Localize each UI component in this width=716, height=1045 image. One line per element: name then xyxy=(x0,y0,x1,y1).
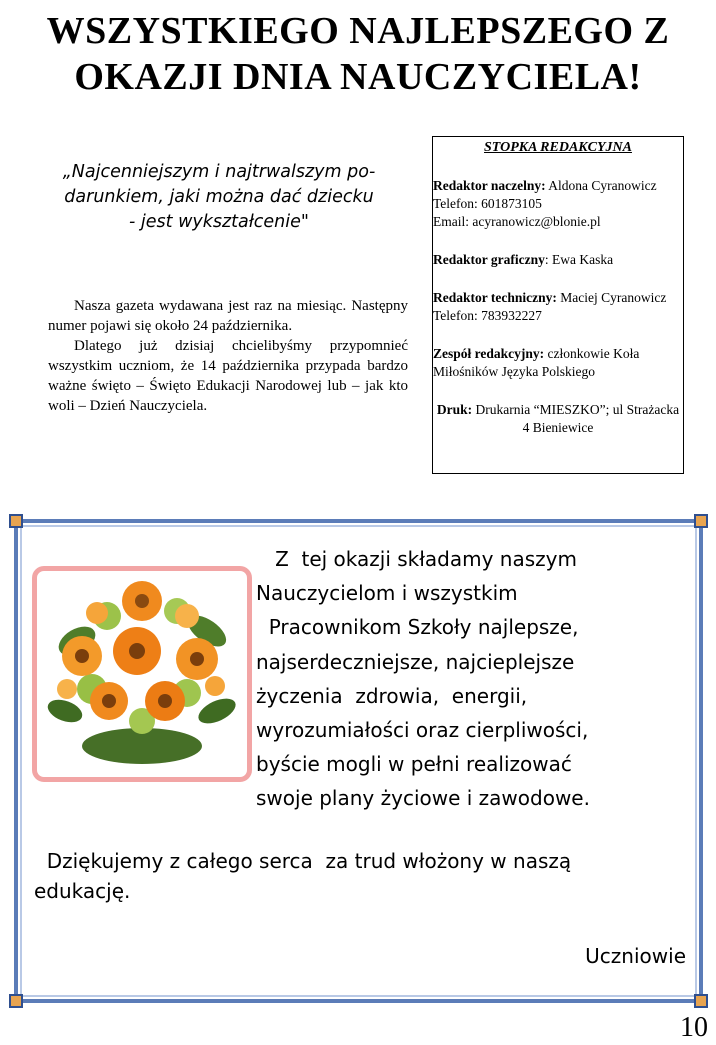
printing-label: Druk: xyxy=(436,402,473,417)
editor-email: Email: acyranowicz@blonie.pl xyxy=(433,214,601,229)
graphic-editor xyxy=(433,251,683,269)
wishes-line: wyrozumiałości oraz cierpliwości, xyxy=(256,718,589,743)
technical-editor-name: Maciej Cyranowicz xyxy=(556,290,667,305)
editorial-box xyxy=(432,136,684,474)
editor-in-chief-name: Aldona Cyranowicz xyxy=(545,178,657,193)
quote-line-1: „Najcenniejszym i najtrwalszym po- xyxy=(62,162,376,182)
article-paragraph-2: Dlatego już dzisiaj chcielibyśmy przypomnieć wszystkim uczniom, że 14 października przypada bardzo ważne święto – Święto Edukacji Narodowej lub – jak kto woli – Dzień Nauczyciela. xyxy=(48,338,408,414)
quote-line-2: darunkiem, jaki można dać dziecku xyxy=(64,187,374,207)
editorial-team-text: członkowie Koła Miłośników Języka Polskiego xyxy=(433,346,640,379)
wishes-line: Pracownikom Szkoły najlepsze, xyxy=(256,615,579,640)
technical-editor xyxy=(433,289,683,307)
editorial-title: STOPKA REDAKCYJNA xyxy=(484,140,632,155)
thanks-line-2: edukację. xyxy=(34,879,131,903)
wishes-text xyxy=(256,542,696,816)
technical-editor-block xyxy=(433,289,683,325)
printing-info xyxy=(433,401,683,437)
editor-in-chief xyxy=(433,177,683,195)
graphic-editor-label: Redaktor graficzny xyxy=(433,252,545,267)
editorial-team xyxy=(433,345,683,381)
quote xyxy=(24,160,414,235)
graphic-editor-name: : Ewa Kaska xyxy=(544,252,614,267)
corner-ornament-top-left xyxy=(9,514,23,528)
page-number: 10 xyxy=(680,1012,708,1043)
corner-ornament-bottom-right xyxy=(694,994,708,1008)
thanks-text xyxy=(34,846,694,906)
printing-text: Drukarnia “MIESZKO”; ul Strażacka 4 Bieniewice xyxy=(472,402,680,435)
technical-editor-label: Redaktor techniczny: xyxy=(433,290,557,305)
editor-in-chief-block xyxy=(433,177,683,231)
corner-ornament-top-right xyxy=(694,514,708,528)
wishes-line: życzenia zdrowia, energii, xyxy=(256,683,528,708)
editorial-team-label: Zespół redakcyjny: xyxy=(433,346,545,361)
quote-line-3: - jest wykształcenie" xyxy=(129,212,309,232)
article xyxy=(48,296,408,416)
title-line-1: WSZYSTKIEGO NAJLEPSZEGO Z xyxy=(46,10,670,52)
article-paragraph-1: Nasza gazeta wydawana jest raz na miesiąc. Następny numer pojawi się około 24 października. xyxy=(48,298,408,334)
wishes-line: Nauczycielom i wszystkim xyxy=(256,581,518,606)
bouquet-illustration xyxy=(37,571,247,777)
wishes-line: byście mogli w pełni realizować xyxy=(256,752,572,777)
technical-phone: Telefon: 783932227 xyxy=(433,308,542,323)
flower-bouquet-image xyxy=(32,566,252,782)
wishes-line: swoje plany życiowe i zawodowe. xyxy=(256,786,590,811)
title-line-2: OKAZJI DNIA NAUCZYCIELA! xyxy=(74,56,642,98)
editor-phone: Telefon: 601873105 xyxy=(433,196,542,211)
wishes-line: najserdeczniejsze, najcieplejsze xyxy=(256,649,575,674)
thanks-line-1: Dziękujemy z całego serca za trud włożony w naszą xyxy=(34,849,572,873)
page-title xyxy=(0,8,716,100)
signature: Uczniowie xyxy=(585,944,686,968)
editor-in-chief-label: Redaktor naczelny: xyxy=(433,178,546,193)
corner-ornament-bottom-left xyxy=(9,994,23,1008)
wishes-line: Z tej okazji składamy naszym xyxy=(256,547,577,571)
